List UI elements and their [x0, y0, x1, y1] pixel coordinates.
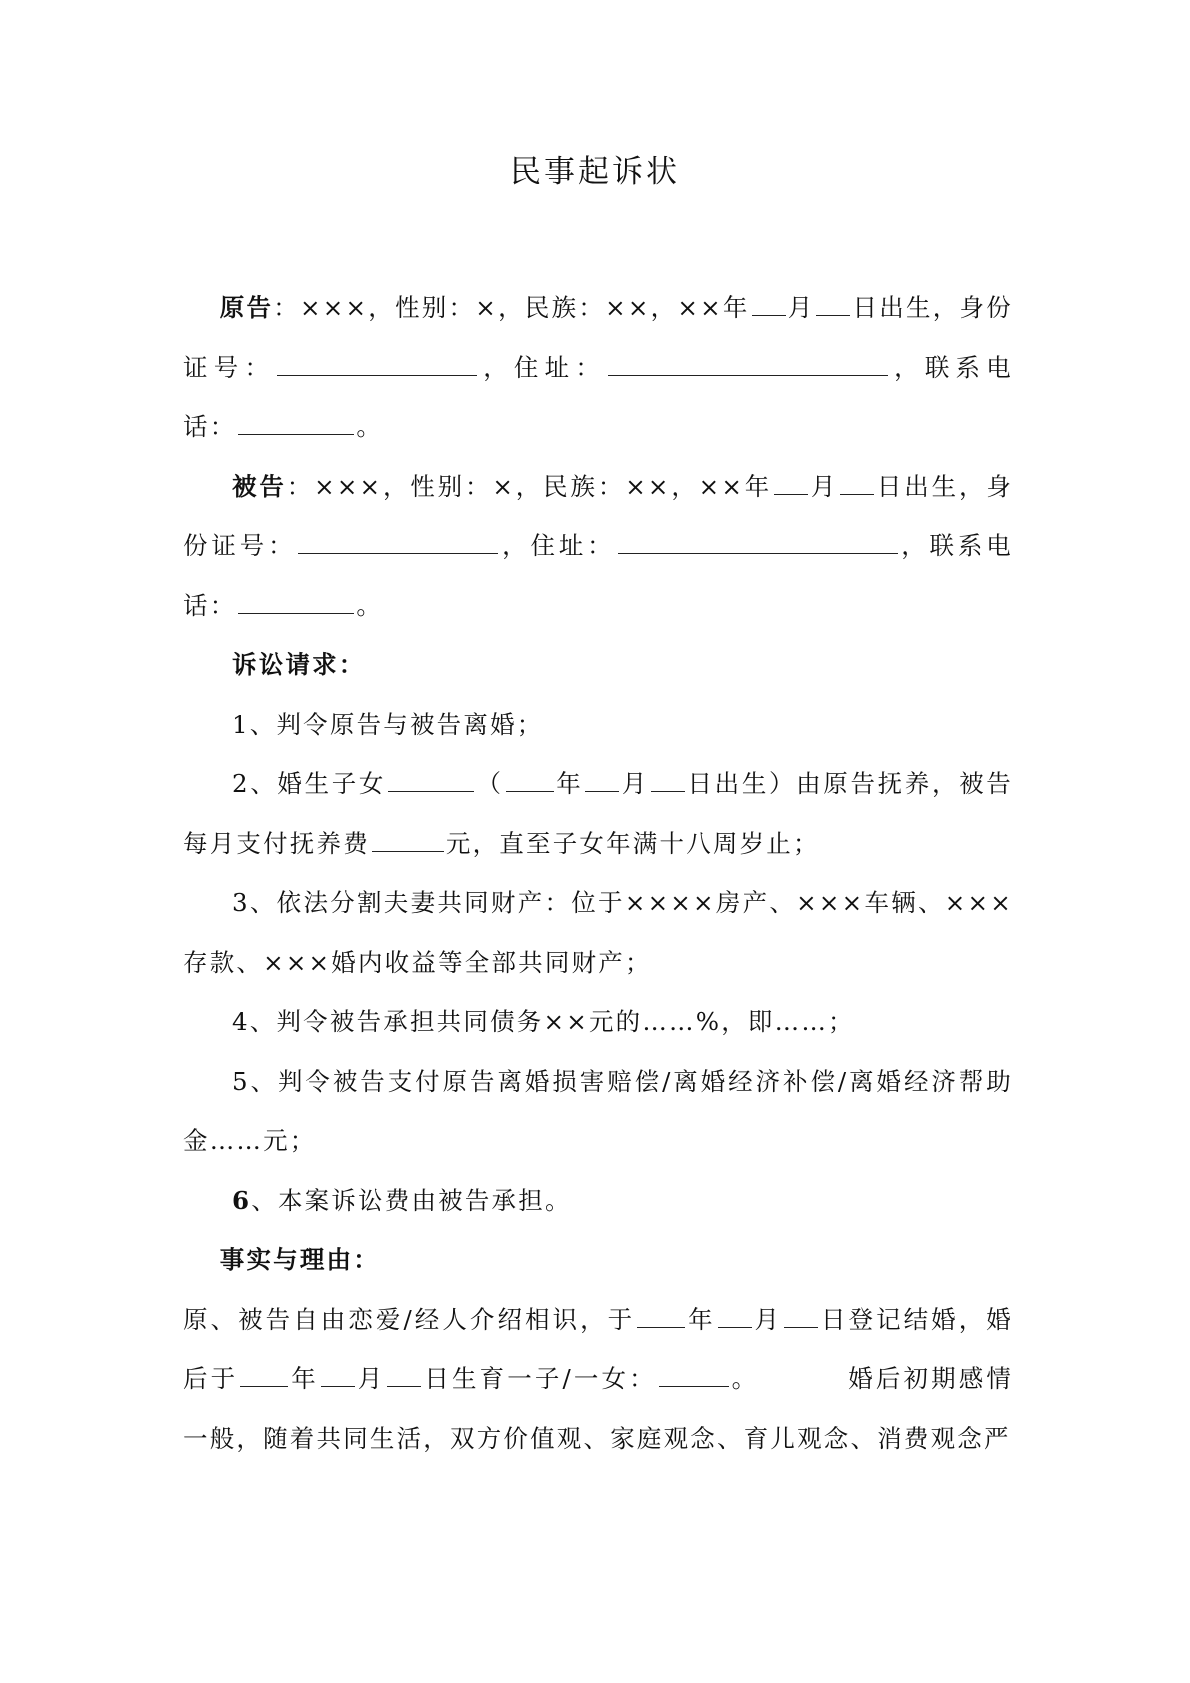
facts-paragraph	[183, 1290, 1013, 1469]
claim-2-child-blank[interactable]	[388, 769, 474, 792]
claim-2	[183, 754, 1013, 873]
defendant-month-text: 月	[810, 471, 839, 501]
defendant-address-blank[interactable]	[618, 531, 898, 554]
claim-2-paren: （	[476, 769, 504, 798]
birth-year-text: 年	[290, 1364, 319, 1393]
claim-6	[183, 1171, 1013, 1231]
facts-heading: 事实与理由：	[219, 1245, 380, 1274]
plaintiff-end-punct: 。	[356, 412, 384, 441]
defendant-phone-label-b: 话：	[183, 590, 237, 620]
plaintiff-phone-label-b: 话：	[183, 412, 237, 441]
defendant-phone-label-a: ，联系电	[899, 531, 1013, 560]
marriage-year-text: 年	[687, 1304, 716, 1334]
claim-2-custody-text: 日出生）由原告抚养，被告	[687, 769, 1014, 798]
birth-month-blank[interactable]	[321, 1364, 355, 1387]
claim-2-month-text: 月	[621, 769, 650, 798]
defendant-day-blank[interactable]	[840, 472, 874, 495]
claim-3: 3、依法分割夫妻共同财产：位于××××房产、×××车辆、×××存款、×××婚内收益等全部共同财产；	[183, 888, 1013, 977]
marriage-month-text: 月	[753, 1304, 783, 1334]
plaintiff-day-blank[interactable]	[816, 293, 850, 316]
plaintiff-phone-blank[interactable]	[238, 412, 354, 435]
defendant-id-label: 身份证号：	[183, 471, 1014, 560]
plaintiff-id-label: 身份证号：	[183, 293, 1013, 382]
birth-year-blank[interactable]	[240, 1364, 288, 1387]
claim-6-number: 6	[232, 1185, 252, 1215]
marriage-month-blank[interactable]	[718, 1305, 752, 1328]
claim-2-support-text: 元，直至子女年满十八周岁止；	[445, 828, 820, 858]
facts-intro: 原、被告自由恋爱/经人介绍相识，于	[183, 1304, 636, 1334]
plaintiff-phone-label-a: ，联系电	[890, 352, 1013, 382]
facts-continuation: 婚后初期感情一般，随着共同生活，双方价值观、家庭观念、育儿观念、消费观念严	[183, 1364, 1014, 1453]
marriage-day-text: 日登记结婚，婚后于	[183, 1304, 1014, 1393]
defendant-id-blank[interactable]	[298, 531, 498, 554]
plaintiff-address-blank[interactable]	[608, 353, 888, 376]
plaintiff-month-blank[interactable]	[752, 293, 786, 316]
defendant-paragraph	[183, 457, 1013, 636]
plaintiff-month-text: 月	[787, 293, 815, 322]
defendant-info: ：×××，性别：×，民族：××，××年	[286, 471, 773, 501]
defendant-end-punct: 。	[356, 590, 384, 620]
defendant-label: 被告	[232, 471, 287, 501]
claim-5: 5、判令被告支付原告离婚损害赔偿/离婚经济补偿/离婚经济帮助金……元；	[183, 1066, 1013, 1155]
plaintiff-info: ：×××，性别：×，民族：××，××年	[273, 293, 750, 322]
child-name-blank[interactable]	[659, 1364, 729, 1387]
defendant-address-label: ，住址：	[500, 531, 616, 560]
birth-day-blank[interactable]	[387, 1364, 421, 1387]
claim-2-year-blank[interactable]	[506, 769, 554, 792]
plaintiff-birth-text: 日出生，	[852, 293, 960, 322]
claims-heading: 诉讼请求：	[232, 650, 366, 679]
claim-2-child-label: 2、婚生子女	[232, 769, 387, 798]
claim-2-month-blank[interactable]	[585, 769, 619, 792]
claim-2-support-label: 每月支付抚养费	[183, 828, 370, 858]
defendant-month-blank[interactable]	[774, 472, 808, 495]
facts-punct: 。	[730, 1364, 760, 1393]
document-body	[183, 278, 1013, 1468]
birth-month-text: 月	[356, 1364, 386, 1393]
claim-2-amount-blank[interactable]	[372, 829, 444, 852]
claim-6-text: 、本案诉讼费由被告承担。	[251, 1185, 572, 1215]
defendant-phone-blank[interactable]	[238, 591, 354, 614]
claim-2-year-text: 年	[555, 769, 584, 798]
document-title: 民事起诉状	[510, 154, 680, 190]
defendant-birth-text: 日出生，	[876, 471, 987, 501]
plaintiff-paragraph	[183, 278, 1013, 457]
marriage-day-blank[interactable]	[784, 1305, 818, 1328]
claim-2-day-blank[interactable]	[651, 769, 685, 792]
claim-4: 4、判令被告承担共同债务××元的……%，即……；	[232, 1007, 855, 1036]
birth-child-text: 日生育一子/一女：	[423, 1364, 657, 1393]
plaintiff-address-label: ，住址：	[479, 352, 607, 382]
marriage-year-blank[interactable]	[637, 1305, 685, 1328]
plaintiff-label: 原告	[219, 293, 274, 322]
plaintiff-id-blank[interactable]	[277, 353, 477, 376]
claim-1: 1、判令原告与被告离婚；	[232, 709, 544, 739]
